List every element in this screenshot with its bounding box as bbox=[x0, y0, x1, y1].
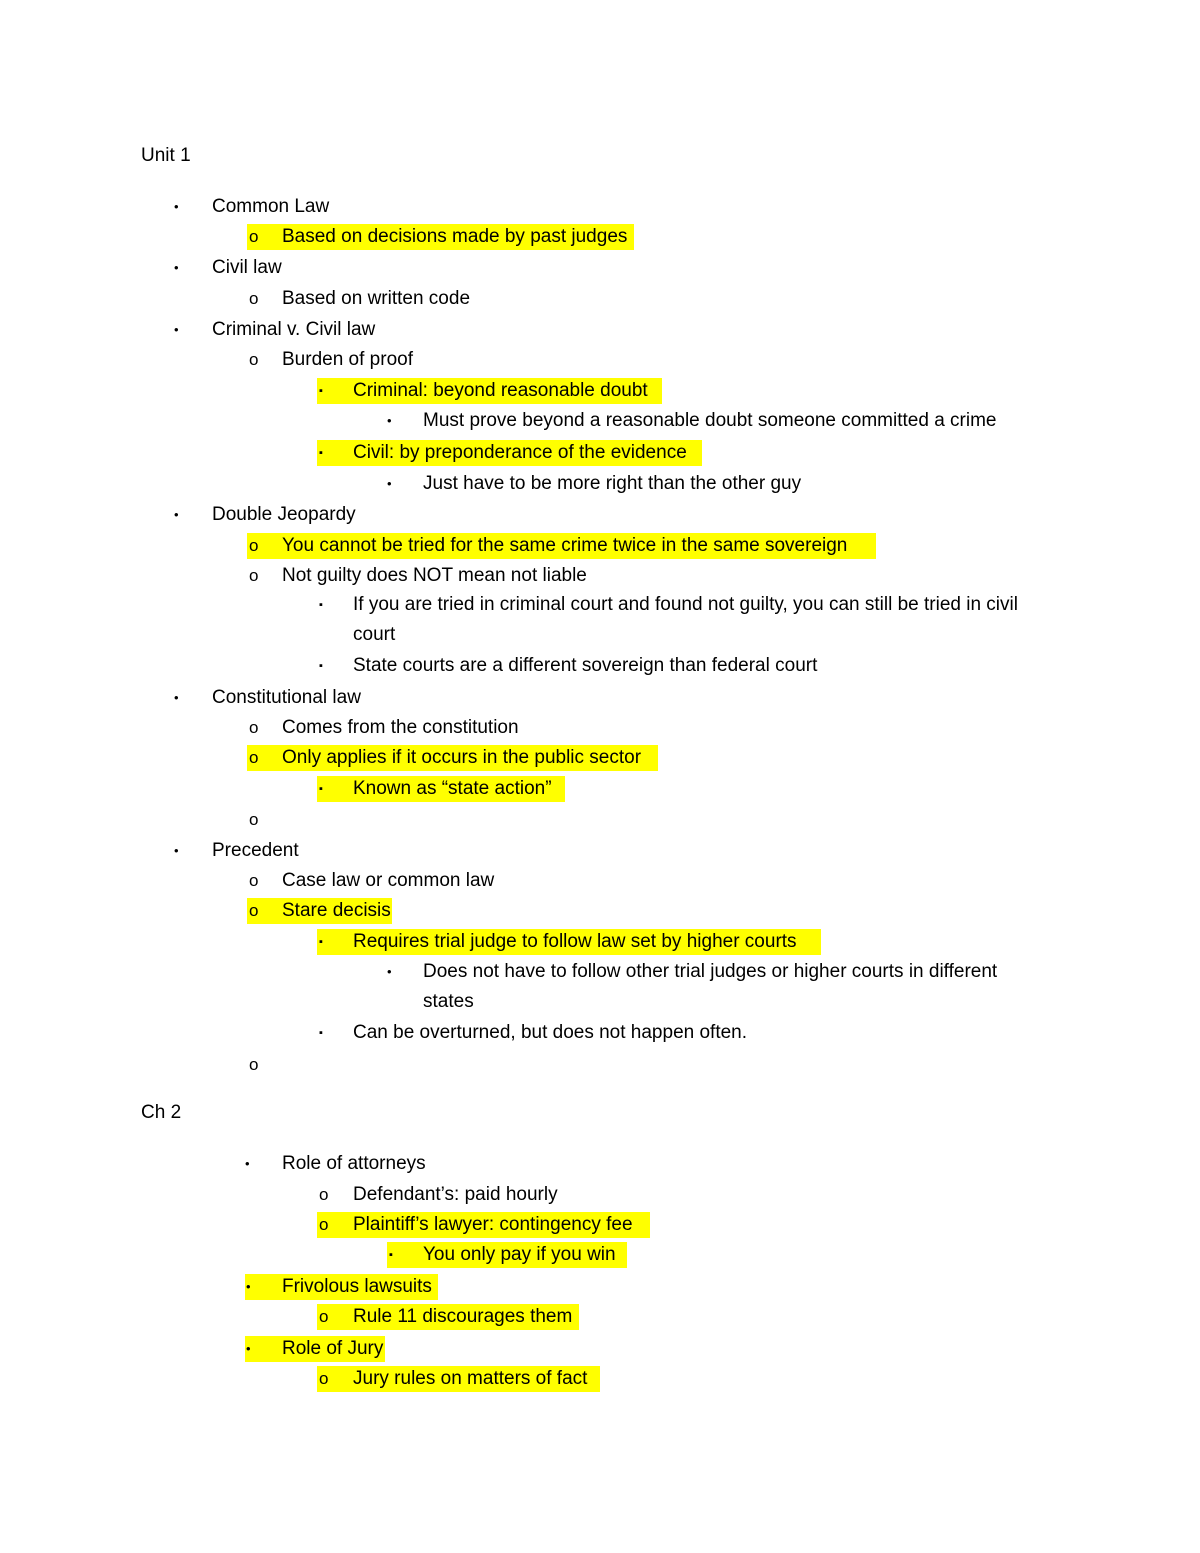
bullet-disc-icon: • bbox=[174, 260, 179, 275]
list-item-highlighted bbox=[317, 929, 821, 955]
bullet-circle-icon: o bbox=[249, 350, 259, 369]
list-item-text: Known as “state action” bbox=[353, 778, 552, 799]
list-item-text: Criminal: beyond reasonable doubt bbox=[353, 380, 648, 401]
bullet-disc-icon: • bbox=[174, 199, 179, 214]
list-item bbox=[387, 957, 1047, 1017]
section-heading-unit1: Unit 1 bbox=[141, 145, 191, 166]
bullet-disc-icon: • bbox=[387, 413, 392, 428]
list-item-text: Burden of proof bbox=[282, 349, 413, 370]
list-item-text: Does not have to follow other trial judges or higher courts in different states bbox=[423, 961, 998, 1012]
bullet-square-icon: ▪ bbox=[389, 1249, 393, 1261]
bullet-disc-icon: • bbox=[174, 507, 179, 522]
bullet-circle-icon: o bbox=[249, 718, 259, 737]
list-item-highlighted bbox=[317, 440, 702, 466]
list-item-text: Requires trial judge to follow law set by higher courts bbox=[353, 931, 797, 952]
bullet-disc-icon: • bbox=[387, 476, 392, 491]
bullet-disc-icon: • bbox=[174, 322, 179, 337]
list-item-text: Can be overturned, but does not happen often. bbox=[353, 1022, 748, 1043]
bullet-circle-icon: o bbox=[249, 810, 259, 829]
list-item-text: Criminal v. Civil law bbox=[212, 319, 376, 340]
list-item-text: Stare decisis bbox=[282, 900, 391, 921]
list-item-text: Defendant’s: paid hourly bbox=[353, 1184, 558, 1205]
list-item-text: Role of Jury bbox=[282, 1338, 384, 1359]
list-item-text: State courts are a different sovereign than federal court bbox=[353, 655, 818, 676]
list-item-text: Common Law bbox=[212, 196, 330, 217]
list-item-highlighted bbox=[245, 1336, 385, 1362]
bullet-disc-icon: • bbox=[174, 690, 179, 705]
bullet-circle-icon: o bbox=[249, 566, 259, 585]
bullet-disc-icon: • bbox=[245, 1156, 250, 1171]
list-item-highlighted bbox=[247, 224, 634, 250]
list-item-text: Based on written code bbox=[282, 288, 471, 309]
bullet-circle-icon: o bbox=[249, 536, 259, 555]
list-item-highlighted bbox=[247, 745, 658, 771]
list-item-highlighted bbox=[247, 533, 876, 559]
list-item-text: Double Jeopardy bbox=[212, 504, 356, 525]
bullet-disc-icon: • bbox=[246, 1341, 251, 1356]
list-item-text: Case law or common law bbox=[282, 870, 495, 891]
bullet-circle-icon: o bbox=[249, 871, 259, 890]
list-item bbox=[317, 590, 1037, 650]
list-item-highlighted bbox=[317, 378, 662, 404]
list-item-text: Plaintiff’s lawyer: contingency fee bbox=[353, 1214, 633, 1235]
list-item-text: Just have to be more right than the other guy bbox=[423, 473, 802, 494]
bullet-circle-icon: o bbox=[249, 901, 259, 920]
list-item-text: Rule 11 discourages them bbox=[353, 1306, 573, 1327]
bullet-circle-icon: o bbox=[249, 748, 259, 767]
list-item-text: Civil: by preponderance of the evidence bbox=[353, 442, 687, 463]
list-item-text: Not guilty does NOT mean not liable bbox=[282, 565, 587, 586]
bullet-square-icon: ▪ bbox=[319, 936, 323, 948]
list-item-text: Only applies if it occurs in the public sector bbox=[282, 747, 642, 768]
list-item-text: Constitutional law bbox=[212, 687, 361, 708]
list-item-highlighted bbox=[387, 1242, 627, 1268]
bullet-square-icon: ▪ bbox=[319, 660, 323, 672]
bullet-disc-icon: • bbox=[174, 843, 179, 858]
bullet-circle-icon: o bbox=[249, 289, 259, 308]
bullet-disc-icon: • bbox=[246, 1279, 251, 1294]
list-item-highlighted bbox=[317, 1304, 579, 1330]
list-item-text: Civil law bbox=[212, 257, 282, 278]
bullet-circle-icon: o bbox=[249, 227, 259, 246]
list-item-text: You only pay if you win bbox=[423, 1244, 616, 1265]
list-item-text: Comes from the constitution bbox=[282, 717, 519, 738]
bullet-disc-icon: • bbox=[387, 964, 392, 979]
list-item-text: Based on decisions made by past judges bbox=[282, 226, 628, 247]
bullet-square-icon: ▪ bbox=[319, 385, 323, 397]
bullet-square-icon: ▪ bbox=[319, 783, 323, 795]
list-item-text: Must prove beyond a reasonable doubt someone committed a crime bbox=[423, 410, 997, 431]
list-item-text: Precedent bbox=[212, 840, 299, 861]
bullet-circle-icon: o bbox=[319, 1307, 329, 1326]
list-item-highlighted bbox=[317, 1212, 650, 1238]
list-item-highlighted bbox=[245, 1274, 438, 1300]
list-item-text: You cannot be tried for the same crime twice in the same sovereign bbox=[282, 535, 848, 556]
list-item-highlighted bbox=[317, 1366, 600, 1392]
bullet-square-icon: ▪ bbox=[319, 447, 323, 459]
bullet-circle-icon: o bbox=[319, 1369, 329, 1388]
bullet-square-icon: ▪ bbox=[319, 599, 323, 611]
list-item-text: Frivolous lawsuits bbox=[282, 1276, 432, 1297]
list-item-text: If you are tried in criminal court and found not guilty, you can still be tried in civil court bbox=[353, 594, 1018, 645]
list-item-text: Role of attorneys bbox=[282, 1153, 426, 1174]
bullet-circle-icon: o bbox=[319, 1215, 329, 1234]
bullet-circle-icon: o bbox=[319, 1185, 329, 1204]
section-heading-ch2: Ch 2 bbox=[141, 1102, 182, 1123]
list-item-text: Jury rules on matters of fact bbox=[353, 1368, 588, 1389]
list-item-highlighted bbox=[247, 898, 392, 924]
bullet-circle-icon: o bbox=[249, 1055, 259, 1074]
bullet-square-icon: ▪ bbox=[319, 1027, 323, 1039]
list-item-highlighted bbox=[317, 776, 565, 802]
